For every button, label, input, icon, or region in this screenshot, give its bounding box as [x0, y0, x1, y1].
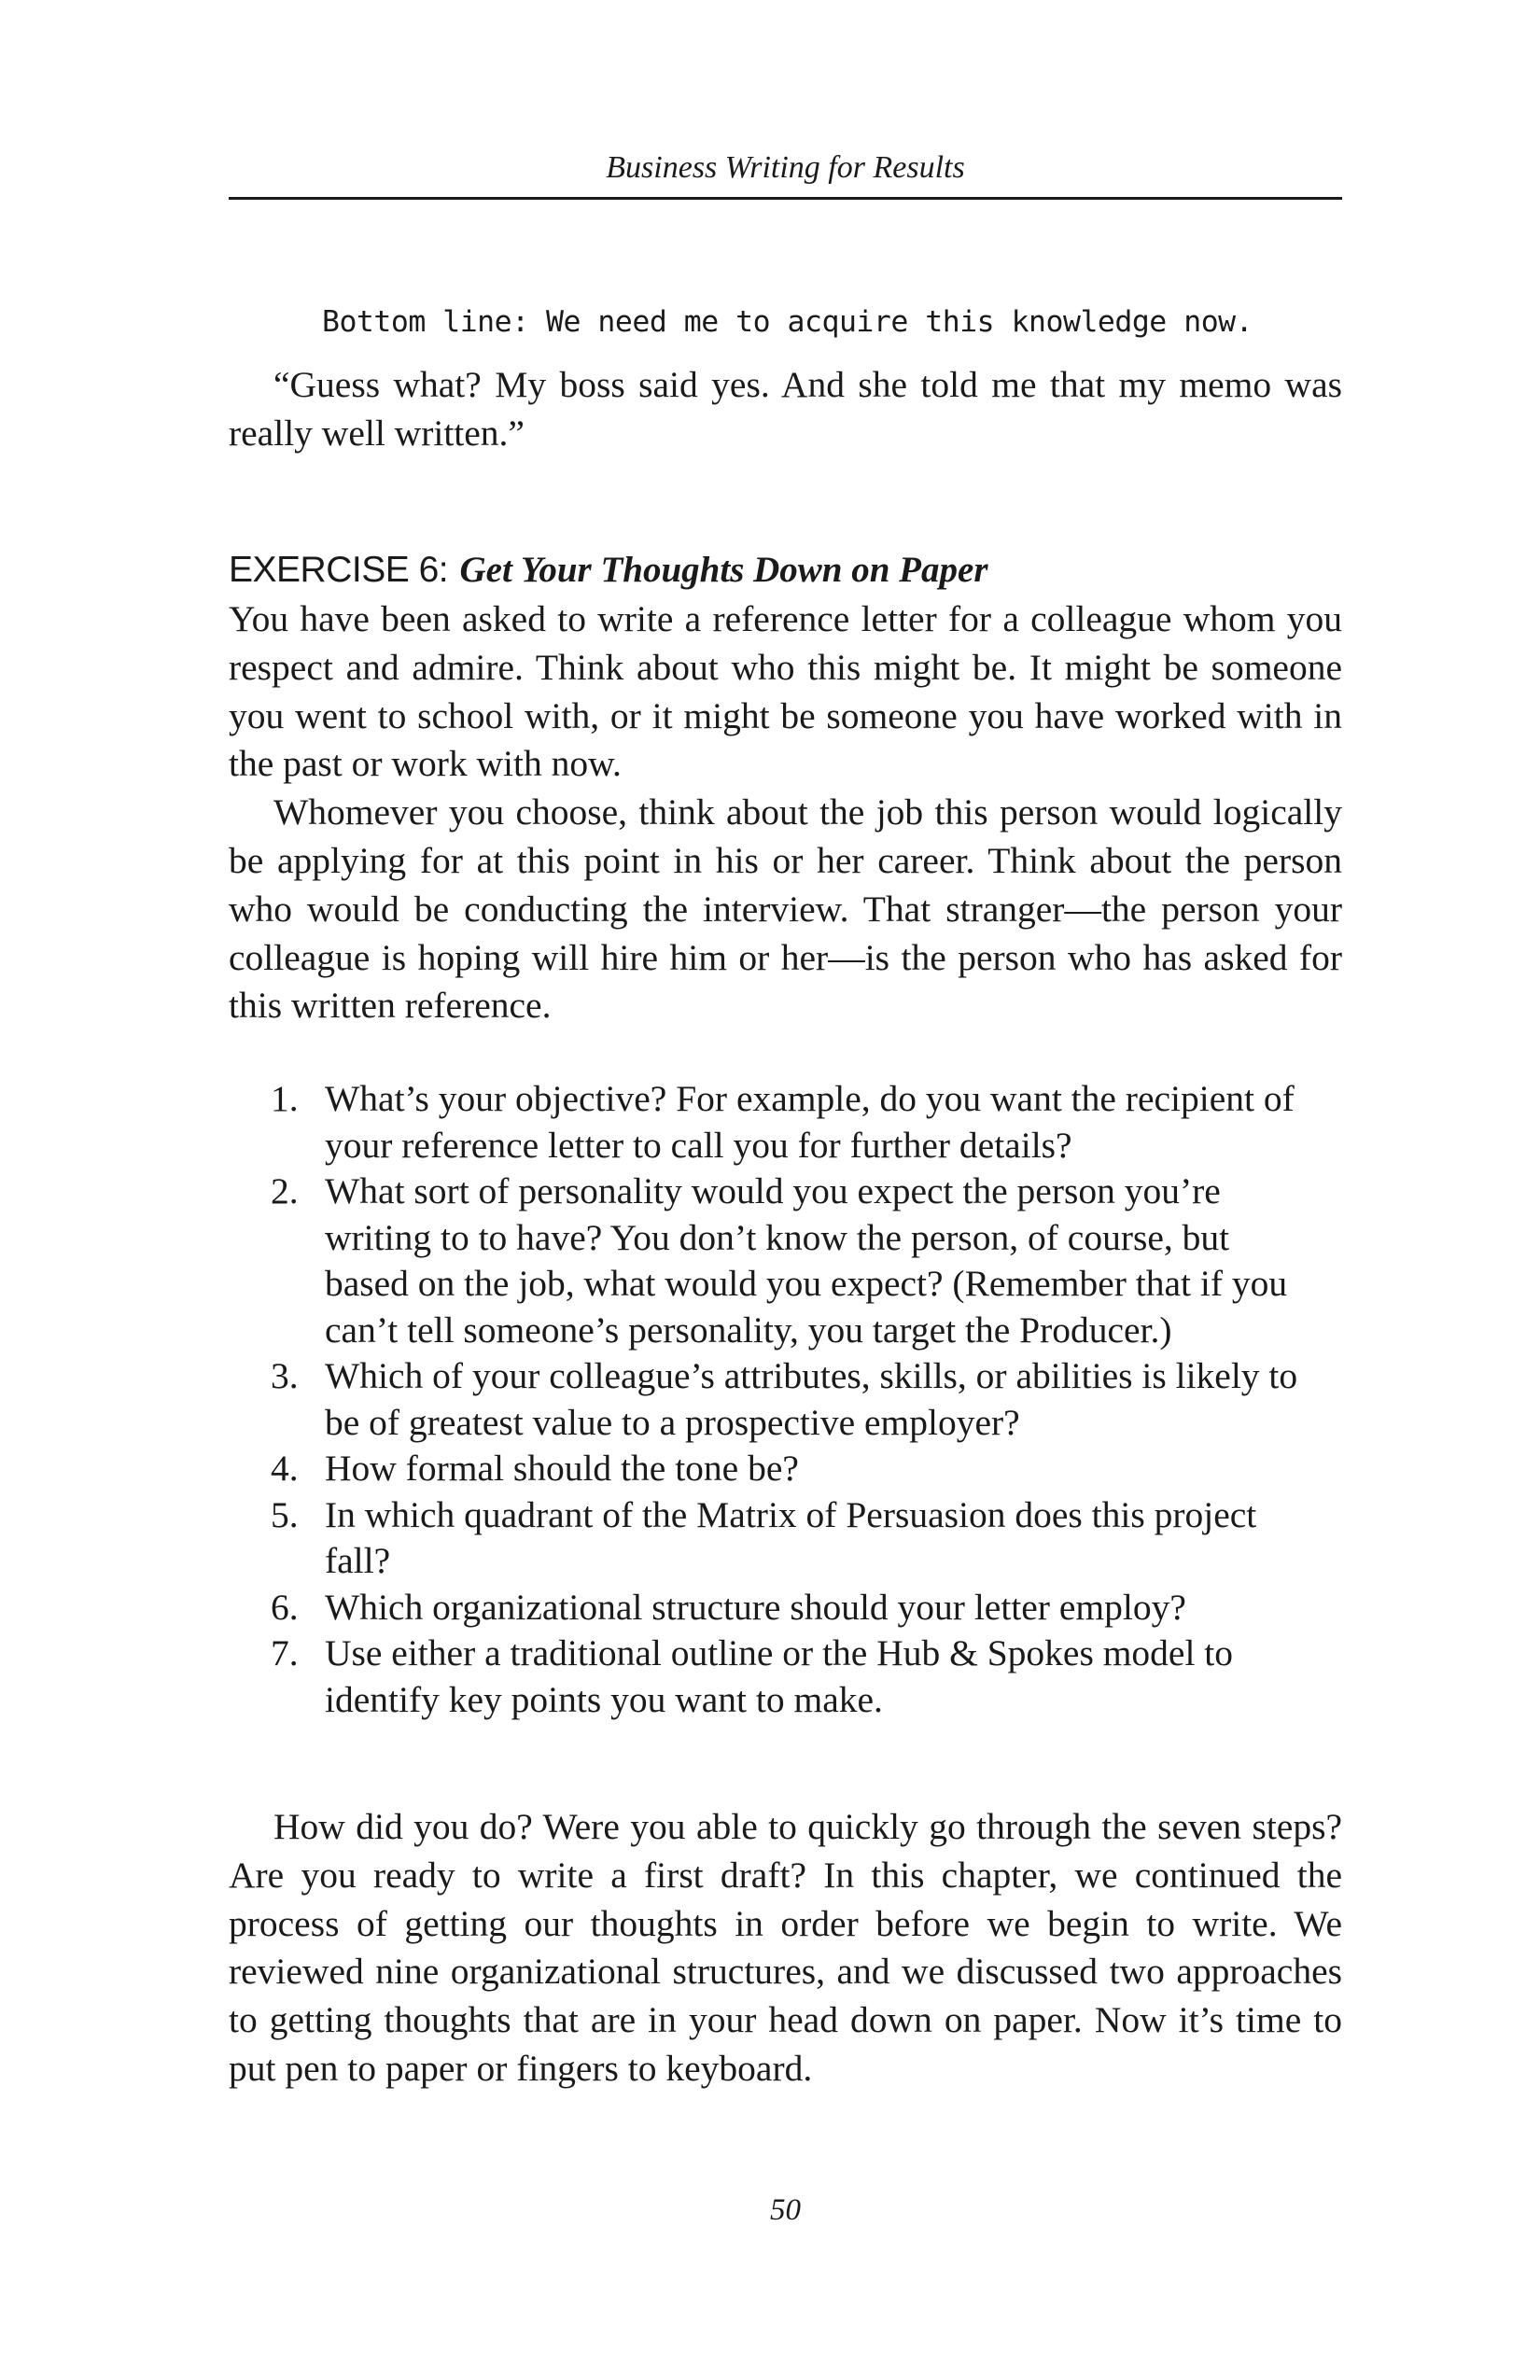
list-item-text: Which of your colleague’s attributes, skills, or abilities is likely to be of greatest value to a prospective employer? [325, 1355, 1298, 1443]
list-item-number: 6. [271, 1586, 299, 1628]
exercise-title: Get Your Thoughts Down on Paper [459, 550, 988, 590]
memo-bottom-line: Bottom line: We need me to acquire this knowledge now. [322, 305, 1253, 339]
list-item [271, 1492, 1316, 1585]
list-item [271, 1446, 1316, 1492]
list-item-number: 3. [271, 1355, 299, 1396]
exercise-paragraph: Whomever you choose, think about the job this person would logically be applying for at this point in his or her career. Think about the person who would be conducting the interview. That stranger—the person your colleague is hoping will hire him or her—is the person who has asked for this written reference. [229, 791, 1342, 1027]
exercise-paragraph: You have been asked to write a reference letter for a colleague whom you respect and admire. Think about who this might be. It might be someone you went to school with, or it might be someone you have worked with in the past or work with now. [229, 598, 1342, 785]
list-item-text: What sort of personality would you expect the person you’re writing to to have? You don’t know the person, of course, but based on the job, what would you expect? (Remember that if you can’t tell someone’s personality, you target the Producer.) [325, 1170, 1288, 1351]
exercise-question-list [271, 1076, 1316, 1723]
page-number: 50 [770, 2193, 801, 2227]
exercise-label: EXERCISE 6: [229, 550, 449, 590]
list-item-text: Use either a traditional outline or the Hub & Spokes model to identify key points you want to make. [325, 1632, 1234, 1720]
list-item-number: 4. [271, 1448, 299, 1489]
header-rule [229, 197, 1342, 200]
list-item [271, 1169, 1316, 1353]
exercise-body [229, 595, 1342, 1030]
running-head: Business Writing for Results [606, 150, 965, 185]
list-item-text: Which organizational structure should your letter employ? [325, 1586, 1186, 1628]
list-item-number: 7. [271, 1632, 299, 1673]
list-item [271, 1353, 1316, 1446]
list-item-number: 5. [271, 1493, 299, 1535]
list-item-text: What’s your objective? For example, do you want the recipient of your reference letter to call you for further details? [325, 1078, 1295, 1166]
closing-paragraph [229, 1803, 1342, 2093]
list-item-text: In which quadrant of the Matrix of Persuasion does this project fall? [325, 1493, 1257, 1581]
list-item [271, 1631, 1316, 1723]
exercise-heading [229, 548, 988, 593]
quote-paragraph [229, 361, 1342, 458]
list-item-text: How formal should the tone be? [325, 1448, 799, 1489]
quote-paragraph-text: “Guess what? My boss said yes. And she told me that my memo was really well written.” [229, 364, 1342, 454]
list-item-number: 1. [271, 1078, 299, 1119]
list-item-number: 2. [271, 1170, 299, 1211]
list-item [271, 1076, 1316, 1169]
list-item [271, 1585, 1316, 1631]
closing-paragraph-text: How did you do? Were you able to quickly go through the seven steps? Are you ready to write a first draft? In this chapter, we continued the process of getting our thoughts in order before we begin to write. We reviewed nine organizational structures, and we discussed two approaches to getting thoughts that are in your head down on paper. Now it’s time to put pen to paper or fingers to keyboard. [229, 1806, 1342, 2089]
